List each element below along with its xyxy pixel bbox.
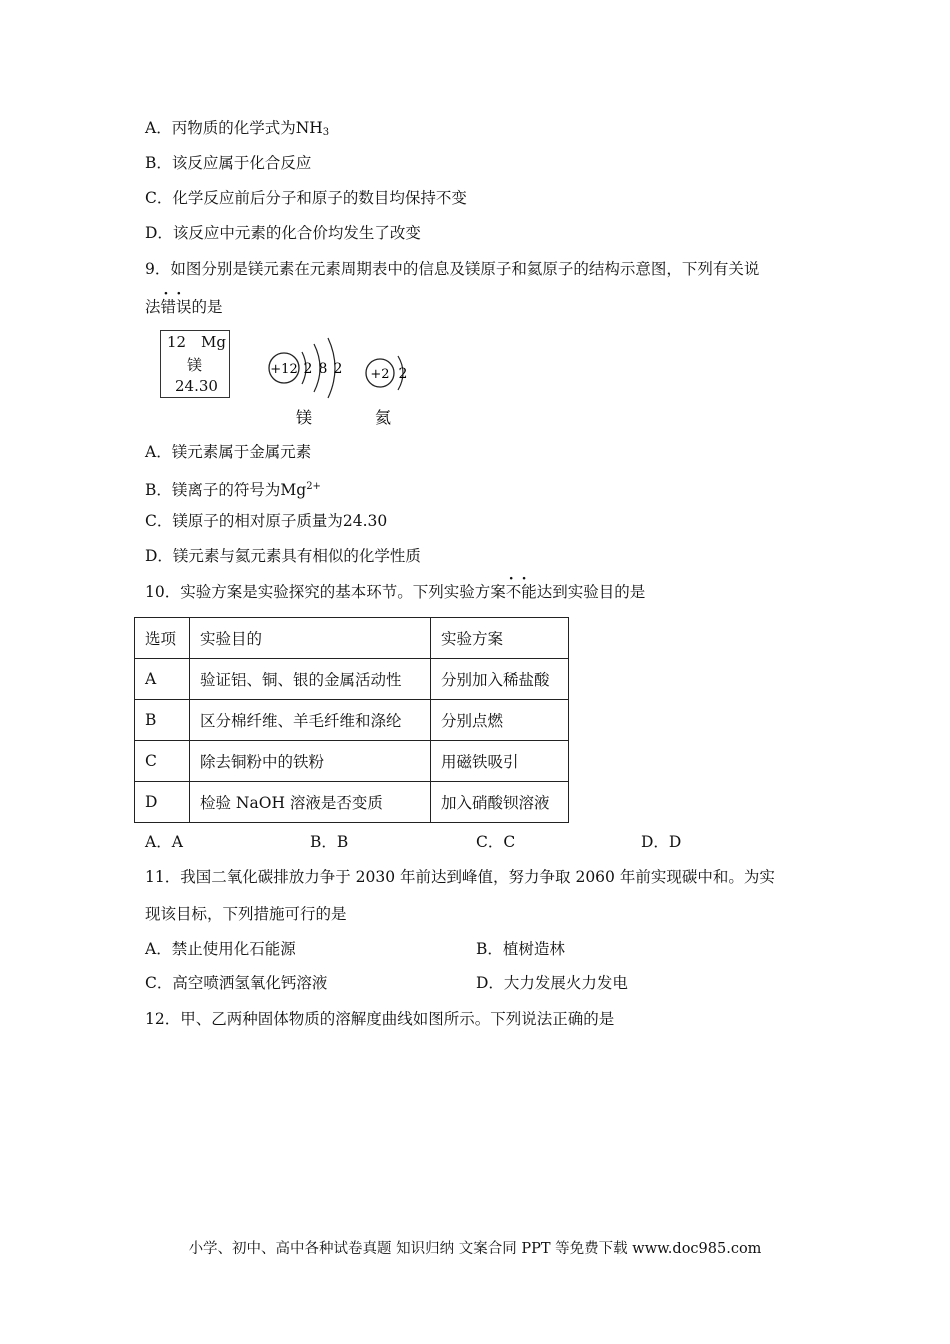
mg-shell-2-count: 8 [318,361,328,377]
q10-option-d: D．D [641,833,682,851]
table-cell: 检验 NaOH 溶液是否变质 [190,782,431,823]
page-footer: 小学、初中、高中各种试卷真题 知识归纳 文案合同 PPT 等免费下载 www.doc985.com [188,1241,762,1257]
table-cell: A [135,659,190,700]
q8-option-d: D．该反应中元素的化合价均发生了改变 [145,224,421,242]
q10-stem: 10．实验方案是实验探究的基本环节。下列实验方案不能 ·· 达到实验目的是 [145,571,646,601]
q8-option-b: B．该反应属于化合反应 [145,154,312,172]
table-cell: 加入硝酸钡溶液 [431,782,569,823]
mg-atom-label: 镁 [295,408,313,427]
table-cell: 除去铜粉中的铁粉 [190,741,431,782]
table-cell: B [135,700,190,741]
table-cell: 分别点燃 [431,700,569,741]
table-row [135,659,569,700]
q9-option-d: D．镁元素与氦元素具有相似的化学性质 [145,547,421,565]
q9-option-a: A．镁元素属于金属元素 [145,443,312,461]
q9-stem-line1: 9．如图分别是镁元素在元素周期表中的信息及镁原子和氦原子的结构示意图，下列有关说 [145,260,760,278]
mg-shell-1-count: 2 [303,361,313,377]
table-cell: 分别加入稀盐酸 [431,659,569,700]
atomic-mass: 24.30 [175,377,218,395]
table-row [135,782,569,823]
mg-atom-diagram [269,338,342,427]
he-shell-1-count: 2 [398,366,408,382]
table-header-row [135,618,569,659]
table-cell: D [135,782,190,823]
q11-option-c: C．高空喷洒氢氧化钙溶液 [145,974,328,992]
q11-option-a: A．禁止使用化石能源 [145,940,296,958]
table-cell: 用磁铁吸引 [431,741,569,782]
q9-option-b: B．镁离子的符号为$Mg^{2+}$ [145,481,321,499]
table-row [135,700,569,741]
table-header-cell: 实验目的 [190,618,431,659]
he-nucleus-charge: +2 [370,367,390,382]
table-header-cell: 选项 [135,618,190,659]
q8-option-c: C．化学反应前后分子和原子的数目均保持不变 [145,189,467,207]
table-row [135,741,569,782]
emphasis-dots: 错误 ·· [160,286,192,316]
q11-option-b: B．植树造林 [476,940,565,958]
mg-shell-3-count: 2 [333,361,343,377]
q8-option-a: A．丙物质的化学式为$NH_3$ [145,119,330,138]
q9-option-c: C．镁原子的相对原子质量为24.30 [145,512,388,530]
q11-stem-line2: 现该目标，下列措施可行的是 [145,905,347,923]
he-atom-diagram [366,356,407,427]
table-header-cell: 实验方案 [431,618,569,659]
mg-nucleus-charge: +12 [270,362,298,377]
q10-option-b: B．B [310,833,349,851]
q12-stem: 12．甲、乙两种固体物质的溶解度曲线如图所示。下列说法正确的是 [145,1010,615,1028]
q9-stem-line2: 法错误 ·· 的是 [145,286,223,316]
he-atom-label: 氦 [374,408,392,427]
experiment-table [134,617,569,823]
emphasis-dots: 不能 ·· [505,571,537,601]
q11-option-d: D．大力发展火力发电 [476,974,628,992]
q10-option-c: C．C [476,833,516,851]
periodic-table-cell [160,330,230,398]
q10-option-a: A．A [145,833,183,851]
table-cell: 区分棉纤维、羊毛纤维和涤纶 [190,700,431,741]
q11-stem-line1: 11．我国二氧化碳排放力争于 2030 年前达到峰值，努力争取 2060 年前实现碳中和。为实 [145,868,775,886]
atomic-number: 12 [167,333,187,351]
element-symbol: Mg [201,333,226,351]
atom-structure-diagrams [260,330,430,430]
table-cell: 验证铝、铜、银的金属活动性 [190,659,431,700]
element-name: 镁 [187,356,203,374]
table-cell: C [135,741,190,782]
